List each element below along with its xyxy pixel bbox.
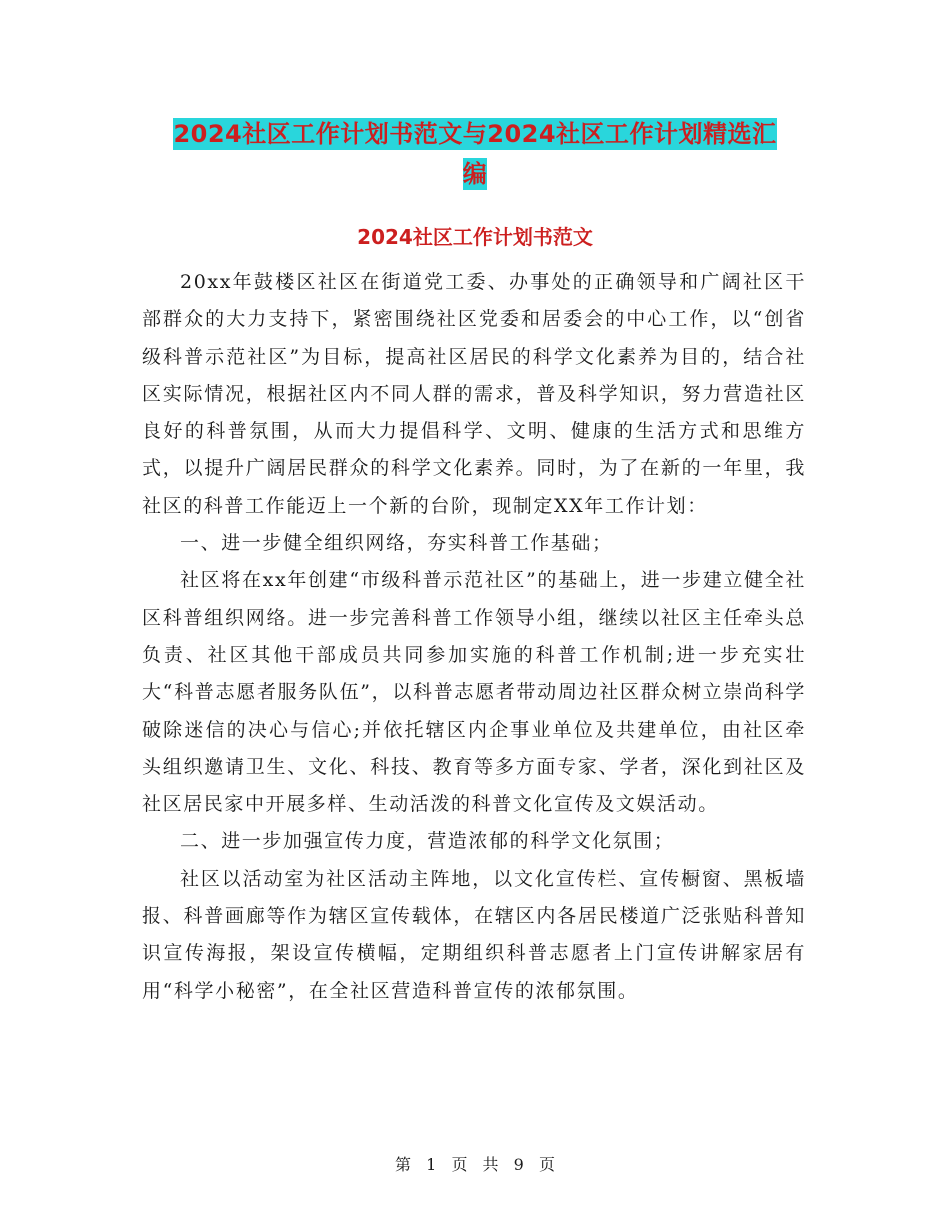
- footer-total-prefix: 共: [482, 1155, 499, 1174]
- document-title-line-2: 编: [462, 160, 488, 188]
- footer-page-label: 页: [451, 1155, 468, 1174]
- paragraph-section-1: 社区将在xx年创建“市级科普示范社区”的基础上，进一步建立健全社区科普组织网络。进一步完善科普工作领导小组，继续以社区主任牵头总负责、社区其他干部成员共同参加实施的科普工作机制;进一步充实壮大“科普志愿者服务队伍”，以科普志愿者带动周边社区群众树立崇尚科学破除迷信的决心与信心;并依托辖区内企事业单位及共建单位，由社区牵头组织邀请卫生、文化、科技、教育等多方面专家、学者，深化到社区及社区居民家中开展多样、生动活泼的科普文化宣传及文娱活动。: [142, 569, 806, 816]
- document-title-line-1: 2024社区工作计划书范文与2024社区工作计划精选汇: [173, 120, 777, 148]
- section-title: 2024社区工作计划书范文: [357, 225, 593, 249]
- paragraph-heading-1: 一、进一步健全组织网络，夯实科普工作基础；: [180, 532, 613, 555]
- footer-total-pages: 9: [513, 1155, 524, 1174]
- paragraph-heading-2: 二、进一步加强宣传力度，营造浓郁的科学文化氛围；: [180, 830, 675, 853]
- document-title: [140, 114, 810, 194]
- footer-prefix: 第: [395, 1155, 412, 1174]
- paragraph-intro: 20xx年鼓楼区社区在街道党工委、办事处的正确领导和广阔社区干部群众的大力支持下，紧密围绕社区党委和居委会的中心工作，以“创省级科普示范社区”为目标，提高社区居民的科学文化素养为目的，结合社区实际情况，根据社区内不同人群的需求，普及科学知识，努力营造社区良好的科普氛围，从而大力提倡科学、文明、健康的生活方式和思维方式，以提升广阔居民群众的科学文化素养。同时，为了在新的一年里，我社区的科普工作能迈上一个新的台阶，现制定XX年工作计划：: [142, 271, 806, 517]
- page-footer: [0, 1153, 950, 1177]
- paragraph-section-2: 社区以活动室为社区活动主阵地，以文化宣传栏、宣传橱窗、黑板墙报、科普画廊等作为辖区宣传载体，在辖区内各居民楼道广泛张贴科普知识宣传海报，架设宣传横幅，定期组织科普志愿者上门宣传讲解家居有用“科学小秘密”，在全社区营造科普宣传的浓郁氛围。: [142, 867, 806, 1002]
- document-body: [142, 264, 806, 1010]
- footer-current-page: 1: [426, 1155, 437, 1174]
- footer-total-suffix: 页: [538, 1155, 555, 1174]
